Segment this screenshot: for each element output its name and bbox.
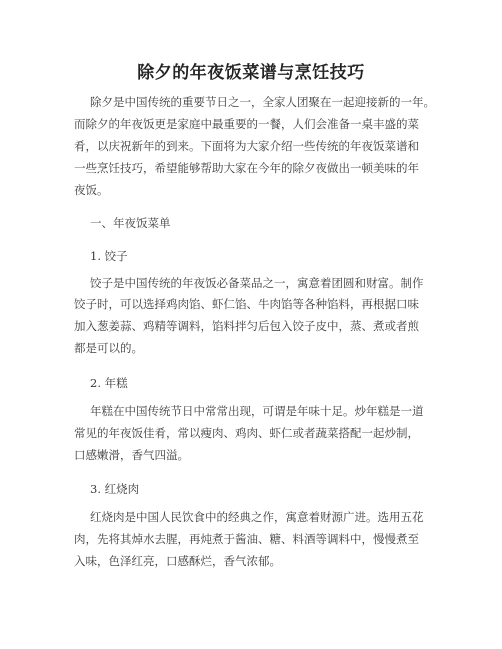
dish-heading: 2. 年糕	[90, 376, 128, 390]
dish-line: 都是可以的。	[74, 341, 143, 355]
dish-line: 年糕在中国传统节日中常常出现，可谓是年味十足。炒年糕是一道	[90, 404, 424, 418]
intro-line: 一些烹饪技巧，希望能够帮助大家在今年的除夕夜做出一顿美味的年	[74, 161, 419, 175]
dish-line: 饺子时，可以选择鸡肉馅、虾仁馅、牛肉馅等各种馅料，再根据口味	[74, 297, 419, 311]
intro-line: 肴，以庆祝新年的到来。下面将为大家介绍一些传统的年夜饭菜谱和	[74, 139, 419, 153]
intro-line: 夜饭。	[74, 183, 109, 197]
dish-line: 口感嫩滑，香气四溢。	[74, 448, 189, 462]
dish-line: 红烧肉是中国人民饮食中的经典之作，寓意着财源广进。选用五花	[90, 510, 424, 524]
dish-line: 饺子是中国传统的年夜饭必备菜品之一，寓意着团圆和财富。制作	[90, 276, 424, 290]
intro-line: 而除夕的年夜饭更是家庭中最重要的一餐，人们会准备一桌丰盛的菜	[74, 117, 419, 131]
dish-line: 入味，色泽红亮，口感酥烂，香气浓郁。	[74, 554, 281, 568]
section-heading: 一、年夜饭菜单	[90, 216, 171, 230]
document-title: 除夕的年夜饭菜谱与烹饪技巧	[137, 63, 365, 83]
intro-line: 除夕是中国传统的重要节日之一，全家人团聚在一起迎接新的一年。	[90, 95, 435, 109]
dish-heading: 1. 饺子	[90, 249, 128, 263]
dish-heading: 3. 红烧肉	[90, 482, 140, 496]
dish-line: 加入葱姜蒜、鸡精等调料，馅料拌匀后包入饺子皮中，蒸、煮或者煎	[74, 319, 419, 333]
dish-line: 常见的年夜饭佳肴，常以瘦肉、鸡肉、虾仁或者蔬菜搭配一起炒制，	[74, 426, 419, 440]
dish-line: 肉，先将其焯水去腥，再炖煮于酱油、糖、料酒等调料中，慢慢煮至	[74, 532, 419, 546]
